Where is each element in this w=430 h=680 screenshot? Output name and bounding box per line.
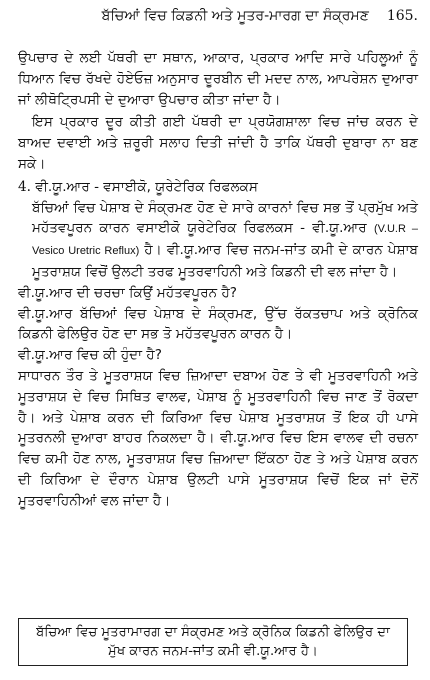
question-heading-2: ਵੀ.ਯੂ.ਆਰ ਵਿਚ ਕੀ ਹੁੰਦਾ ਹੈ? — [18, 347, 162, 364]
intro-paragraph-2: ਇਸ ਪ੍ਰਕਾਰ ਦੂਰ ਕੀਤੀ ਗਈ ਪੱਥਰੀ ਦਾ ਪ੍ਰਯੋਗਸ਼ਾਲਾ ਵਿਚ ਜਾਂਚ ਕਰਨ ਦੇ ਬਾਅਦ ਦਵਾਈ ਅਤੇ ਜ਼ਰੂਰੀ ਸਲਾਹ ਦਿਤੀ ਜਾਂਦੀ ਹੈ ਤਾਕਿ ਪੱਥਰੀ ਦੁਬਾਰਾ ਨਾ ਬਣ ਸਕੇ। — [18, 114, 418, 172]
running-header — [0, 8, 418, 34]
section-title: ਵੀ.ਯੂ.ਆਰ - ਵਸਾਈਕੋ, ਯੂਰੇਟੇਰਿਕ ਰਿਫਲਕਸ — [35, 178, 258, 195]
english-term: (V.U.R – Vesico Uretric Reflux) — [32, 223, 419, 258]
section-text-before: ਬੱਚਿਆਂ ਵਿਚ ਪੇਸ਼ਾਬ ਦੇ ਸੰਕ੍ਰਮਣ ਹੋਣ ਦੇ ਸਾਰੇ ਕਾਰਨਾਂ ਵਿਚ ਸਭ ਤੋਂ ਪ੍ਰਮੁੱਖ ਅਤੇ ਮਹੱਤਵਪੂਰਨ ਕਾਰਨ ਵਸਾਈਕੋ ਯੂਰੇਟੇਰਿਕ ਰਿਫਲਕਸ - ਵੀ.ਯੂ.ਆਰ — [32, 199, 418, 237]
section-number: 4. — [18, 178, 31, 195]
answer-paragraph-2: ਸਾਧਾਰਨ ਤੌਰ ਤੇ ਮੂਤਰਾਸ਼ਯ ਵਿਚ ਜ਼ਿਆਦਾ ਦਬਾਅ ਹੋਣ ਤੇ ਵੀ ਮੂਤਰਵਾਹਿਨੀ ਅਤੇ ਮੂਤਰਾਸ਼ਯ ਦੇ ਵਿਚ ਸਿਥਿਤ ਵਾਲਵ, ਪੇਸ਼ਾਬ ਨੂੰ ਮੂਤਰਵਾਹਿਨੀ ਵਿਚ ਜਾਣ ਤੋਂ ਰੋਕਦਾ ਹੈ। ਅਤੇ ਪੇਸ਼ਾਬ ਕਰਨ ਦੀ ਕਿਰਿਆ ਵਿਚ ਪੇਸ਼ਾਬ ਮੂਤਰਾਸ਼ਯ ਤੋਂ ਇਕ ਹੀ ਪਾਸੇ ਮੂਤਰਨਲੀ ਦੁਆਰਾ ਬਾਹਰ ਨਿਕਲਦਾ ਹੈ। ਵੀ.ਯੂ.ਆਰ ਵਿਚ ਇਸ ਵਾਲਵ ਦੀ ਰਚਨਾ ਵਿਚ ਕਮੀ ਹੋਣ ਨਾਲ, ਮੂਤਰਾਸ਼ਯ ਵਿਚ ਜ਼ਿਆਦਾ ਇੱਕਠਾ ਹੋਣ ਤੇ ਅਤੇ ਪੇਸ਼ਾਬ ਕਰਨ ਦੀ ਕਿਰਿਆ ਦੇ ਦੌਰਾਨ ਪੇਸ਼ਾਬ ਉਲਟੀ ਪਾਸੇ ਮੂਤਰਾਸ਼ਯ ਵਿਚੋਂ ਇਕ ਜਾਂ ਦੋਨੋਂ ਮੂਤਰਵਾਹਿਨੀਆਂ ਵਲ ਜਾਂਦਾ ਹੈ। — [18, 367, 418, 509]
answer-paragraph-1: ਵੀ.ਯੂ.ਆਰ ਬੱਚਿਆਂ ਵਿਚ ਪੇਸ਼ਾਬ ਦੇ ਸੰਕ੍ਰਮਣ, ਉੱਚ ਰੱਕਤਚਾਪ ਅਤੇ ਕ੍ਰੋਨਿਕ ਕਿਡਨੀ ਫੇਲਿਉਰ ਹੋਣ ਦਾ ਸਭ ਤੋ ਮਹੱਤਵਪੂਰਨ ਕਾਰਨ ਹੈ। — [18, 305, 418, 343]
running-title: ਬੱਚਿਆਂ ਵਿਚ ਕਿਡਨੀ ਅਤੇ ਮੂਤਰ-ਮਾਰਗ ਦਾ ਸੰਕ੍ਰਮਣ — [101, 8, 369, 24]
page-number: 165. — [386, 8, 418, 24]
section-paragraph — [18, 198, 418, 283]
section-text-after: ਹੈ। ਵੀ.ਯੂ.ਆਰ ਵਿਚ ਜਨਮ-ਜਾਂਤ ਕਮੀ ਦੇ ਕਾਰਨ ਪੇਸ਼ਾਬ ਮੂਤਰਾਸ਼ਯ ਵਿਚੋਂ ਉਲਟੀ ਤਰਫ ਮੂਤਰਵਾਹਿਨੀ ਅਤੇ ਕਿਡਨੀ ਦੀ ਵਲ ਜਾਂਦਾ ਹੈ। — [32, 242, 418, 280]
section-heading — [18, 177, 418, 198]
callout-box — [18, 618, 408, 666]
question-heading-1: ਵੀ.ਯੂ.ਆਰ ਦੀ ਚਰਚਾ ਕਿਉਂ ਮਹੱਤਵਪੂਰਨ ਹੈ? — [18, 284, 238, 301]
callout-text: ਬੱਚਿਆ ਵਿਚ ਮੂਤਰਾਮਾਰਗ ਦਾ ਸੰਕ੍ਰਮਣ ਅਤੇ ਕ੍ਰੋਨਿਕ ਕਿਡਨੀ ਫੇਲਿਉਰ ਦਾ ਮੁੱਖ ਕਾਰਨ ਜਨਮ-ਜਾਂਤ ਕਮੀ ਵੀ.ਯੂ.ਆਰ ਹੈ। — [36, 625, 390, 659]
body-text — [18, 48, 418, 512]
intro-paragraph: ਉਪਚਾਰ ਦੇ ਲਈ ਪੱਥਰੀ ਦਾ ਸਥਾਨ, ਆਕਾਰ, ਪ੍ਰਕਾਰ ਆਦਿ ਸਾਰੇ ਪਹਿਲੂਆਂ ਨੂੰ ਧਿਆਨ ਵਿਚ ਰੱਖਦੇ ਹੋਏਓਜ਼ ਅਨੁਸਾਰ ਦੂਰਬੀਨ ਦੀ ਮਦਦ ਨਾਲ, ਆਪਰੇਸ਼ਨ ਦੁਆਰਾ ਜਾਂ ਲੀਥੋਟ੍ਰਿਪਸੀ ਦੇ ਦੁਆਰਾ ਉਪਚਾਰ ਕੀਤਾ ਜਾਂਦਾ ਹੈ। — [18, 50, 418, 108]
